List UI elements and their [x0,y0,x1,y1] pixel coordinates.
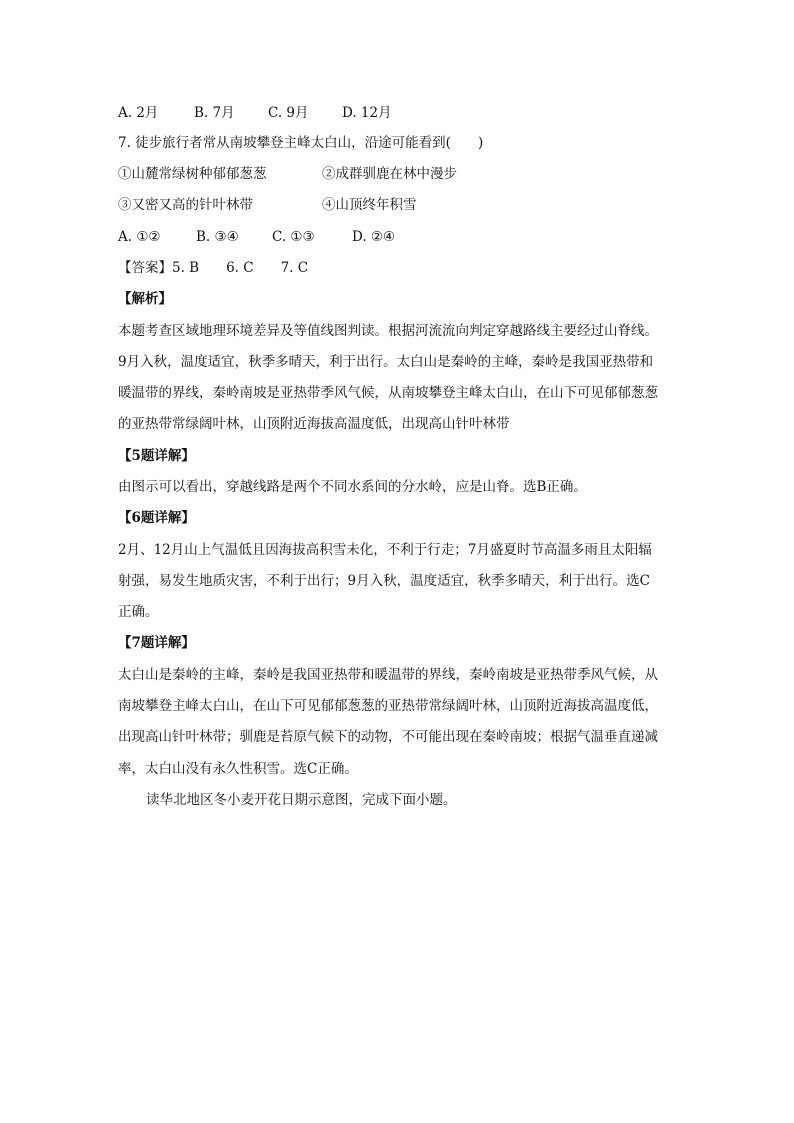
q7-item-3: ③又密又高的针叶林带 [118,197,253,213]
q7-item-4: ④山顶终年积雪 [322,197,417,213]
detail7-line: 率，太白山没有永久性积雪。选C正确。 [118,761,358,777]
q6-option-c: C. 9月 [268,105,309,121]
q7-item-2: ②成群驯鹿在林中漫步 [322,166,457,182]
analysis-line: 本题考查区域地理环境差异及等值线图判读。根据河流流向判定穿越路线主要经过山脊线。 [118,323,658,339]
q7-options-row [118,227,395,247]
detail5-heading: 【5题详解】 [118,448,195,464]
detail7-line: 太白山是秦岭的主峰，秦岭是我国亚热带和暖温带的界线，秦岭南坡是亚热带季风气候，从 [118,667,658,683]
analysis-line: 9月入秋，温度适宜，秋季多晴天，利于出行。太白山是秦岭的主峰，秦岭是我国亚热带和 [118,354,654,370]
q7-option-d: D. ②④ [352,229,396,245]
analysis-heading: 【解析】 [118,291,172,307]
detail7-line: 南坡攀登主峰太白山，在山下可见郁郁葱葱的亚热带常绿阔叶林，山顶附近海拔高温度低， [118,698,658,714]
answer-line: 【答案】5. B 6. C 7. C [118,260,309,276]
q7-option-a: A. ①② [118,229,161,245]
q6-options-row [118,103,392,123]
q7-stem: 7. 徒步旅行者常从南坡攀登主峰太白山，沿途可能看到( ) [118,135,484,151]
q6-option-a: A. 2月 [118,105,159,121]
analysis-line: 暖温带的界线，秦岭南坡是亚热带季风气候，从南坡攀登主峰太白山，在山下可见郁郁葱葱 [118,385,658,401]
q7-items-row-1 [118,164,457,184]
analysis-line: 的亚热带常绿阔叶林，山顶附近海拔高温度低，出现高山针叶林带 [118,416,510,432]
detail7-line: 出现高山针叶林带；驯鹿是苔原气候下的动物，不可能出现在秦岭南坡；根据气温垂直递减 [118,729,658,745]
q7-option-c: C. ①③ [272,229,315,245]
detail7-heading: 【7题详解】 [118,635,195,651]
next-question-intro: 读华北地区冬小麦开花日期示意图，完成下面小题。 [146,792,457,808]
q6-option-b: B. 7月 [194,105,235,121]
detail6-line: 2月、12月山上气温低且因海拔高积雪未化，不利于行走；7月盛夏时节高温多雨且太阳辐 [118,542,652,558]
detail6-heading: 【6题详解】 [118,510,195,526]
q6-option-d: D. 12月 [342,105,392,121]
q7-item-1: ①山麓常绿树种郁郁葱葱 [118,166,267,182]
detail5-line: 由图示可以看出，穿越线路是两个不同水系间的分水岭，应是山脊。选B正确。 [118,479,587,495]
detail6-line: 射强，易发生地质灾害，不利于出行；9月入秋，温度适宜，秋季多晴天，利于出行。选C [118,573,650,589]
q7-option-b: B. ③④ [196,229,239,245]
q7-items-row-2 [118,195,417,215]
detail6-line: 正确。 [118,604,159,620]
